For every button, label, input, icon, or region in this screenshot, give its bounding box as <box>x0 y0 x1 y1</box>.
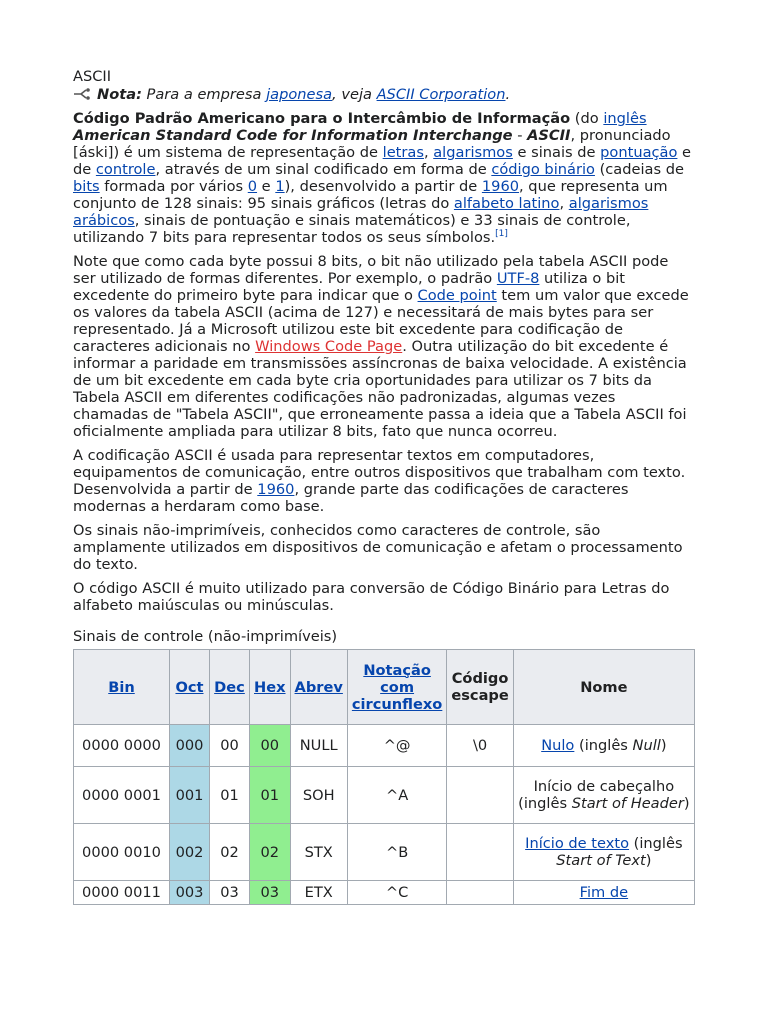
link-alfabeto-latino[interactable]: alfabeto latino <box>453 195 560 212</box>
text: ) <box>645 852 652 869</box>
cell-codigo <box>447 824 513 881</box>
text: (inglês <box>574 737 633 754</box>
link-code-point[interactable]: Code point <box>417 287 497 304</box>
text: Start of Header <box>571 795 684 812</box>
text: e sinais de <box>512 144 601 161</box>
column-header-hex[interactable] <box>250 650 291 725</box>
cell-notacao: ^@ <box>347 725 446 767</box>
cell-oct: 003 <box>170 881 210 905</box>
text: Null <box>632 737 661 754</box>
cell-oct: 001 <box>170 767 210 824</box>
sort-dec-link[interactable]: Dec <box>214 678 245 696</box>
cell-bin: 0000 0010 <box>74 824 170 881</box>
text: , <box>423 144 434 161</box>
disambiguation-icon <box>73 88 93 100</box>
sort-abrev-link[interactable]: Abrev <box>294 678 343 696</box>
table-row <box>74 824 695 881</box>
text: Start of Text <box>556 852 646 869</box>
cell-nome <box>513 881 694 905</box>
note-text: Para a empresa <box>141 86 267 103</box>
text: , que representa um conjunto de 128 sinais: 95 sinais gráficos (letras do <box>73 178 668 212</box>
text: e de <box>73 144 692 178</box>
cell-hex: 02 <box>250 824 291 881</box>
column-header-bin[interactable] <box>74 650 170 725</box>
text: , pronunciado [áski]) é um sistema de representação de <box>73 127 671 161</box>
text: - <box>512 127 528 144</box>
column-header-abrev[interactable] <box>290 650 347 725</box>
cell-notacao: ^B <box>347 824 446 881</box>
sort-oct-link[interactable]: Oct <box>175 678 204 696</box>
link-bits[interactable]: bits <box>73 178 100 195</box>
paragraph-control-chars: Os sinais não-imprimíveis, conhecidos como caracteres de controle, são amplamente utilizados em dispositivos de comunicação e afetam o processamento do texto. <box>73 522 683 573</box>
text: , grande parte das codificações de caracteres modernas a herdaram como base. <box>73 481 629 515</box>
link-inicio-de-texto[interactable]: Início de texto <box>525 835 630 852</box>
text: e <box>257 178 276 195</box>
cell-dec: 03 <box>210 881 250 905</box>
cell-abrev: SOH <box>290 767 347 824</box>
link-letras[interactable]: letras <box>382 144 424 161</box>
text: ) <box>683 795 690 812</box>
link-algarismos[interactable]: algarismos <box>433 144 513 161</box>
cell-bin: 0000 0001 <box>74 767 170 824</box>
column-header-dec[interactable] <box>210 650 250 725</box>
column-header-oct[interactable] <box>170 650 210 725</box>
cell-bin: 0000 0011 <box>74 881 170 905</box>
cell-nome <box>513 824 694 881</box>
column-header-codigo: Código escape <box>447 650 513 725</box>
cell-nome <box>513 767 694 824</box>
text: ) <box>660 737 667 754</box>
intro-paragraph <box>73 110 695 246</box>
link-utf8[interactable]: UTF-8 <box>496 270 540 287</box>
cell-dec: 02 <box>210 824 250 881</box>
text: (inglês <box>629 835 683 852</box>
cell-abrev: STX <box>290 824 347 881</box>
table-row <box>74 881 695 905</box>
table-row <box>74 725 695 767</box>
link-windows-code-page[interactable]: Windows Code Page <box>255 338 403 355</box>
link-algarismos-arabicos[interactable]: algarismos arábicos <box>73 195 649 229</box>
cell-dec: 01 <box>210 767 250 824</box>
text: . Outra utilização do bit excedente é informar a paridade em transmissões assíncronas de baixa velocidade. A existência de um bit excedente em cada byte cria oportunidades para utilizar os 7 bits da Tabela ASCII em diferentes codificações não padronizadas, algumas vezes chamadas de "Tabela ASCII", que erroneamente passa a ideia que a Tabela ASCII foi oficialmente ampliada para utilizar 8 bits, fato que nunca ocorreu. <box>73 338 687 440</box>
cell-abrev: NULL <box>290 725 347 767</box>
cell-dec: 00 <box>210 725 250 767</box>
cell-codigo <box>447 767 513 824</box>
page-title: ASCII <box>73 68 112 85</box>
sort-notacao-link[interactable]: Notação com circunflexo <box>351 661 443 713</box>
paragraph-usage <box>73 447 695 515</box>
text: (cadeias de <box>594 161 684 178</box>
text: (do <box>570 110 604 127</box>
table-caption: Sinais de controle (não-imprimíveis) <box>73 628 338 645</box>
sort-bin-link[interactable]: Bin <box>108 678 135 696</box>
link-one[interactable]: 1 <box>275 178 285 195</box>
note-text: . <box>505 86 511 103</box>
reference-1[interactable]: [1] <box>495 229 508 240</box>
text: , <box>559 195 569 212</box>
cell-oct: 000 <box>170 725 210 767</box>
link-ingles[interactable]: inglês <box>603 110 647 127</box>
cell-notacao: ^A <box>347 767 446 824</box>
cell-abrev: ETX <box>290 881 347 905</box>
cell-nome <box>513 725 694 767</box>
link-ascii-corporation[interactable]: ASCII Corporation <box>376 86 506 103</box>
text: Note que como cada byte possui 8 bits, o bit não utilizado pela tabela ASCII pode ser utilizado de formas diferentes. Por exemplo, o padrão <box>73 253 669 287</box>
hatnote <box>73 86 695 104</box>
cell-hex: 00 <box>250 725 291 767</box>
text: A codificação ASCII é usada para representar textos em computadores, equipamentos de comunicação, entre outros dispositivos que trabalham com texto. Desenvolvida a partir de <box>73 447 686 498</box>
article <box>73 68 695 905</box>
table-header-row <box>74 650 695 725</box>
link-zero[interactable]: 0 <box>247 178 258 195</box>
cell-codigo: \0 <box>447 725 513 767</box>
link-codigo-binario[interactable]: código binário <box>491 161 595 178</box>
link-fim-de-texto[interactable]: Fim de <box>579 884 629 901</box>
column-header-nome: Nome <box>513 650 694 725</box>
paragraph-byte-bits <box>73 253 695 440</box>
sort-hex-link[interactable]: Hex <box>254 678 286 696</box>
link-nulo[interactable]: Nulo <box>541 737 575 754</box>
note-label: Nota: <box>97 86 142 103</box>
text: formada por vários <box>99 178 248 195</box>
control-chars-table <box>73 649 695 905</box>
column-header-notacao[interactable] <box>347 650 446 725</box>
cell-hex: 01 <box>250 767 291 824</box>
note-text: , veja <box>332 86 377 103</box>
cell-codigo <box>447 881 513 905</box>
text: utiliza o bit excedente do primeiro byte para indicar que o <box>73 270 626 304</box>
text: tem um valor que excede os valores da tabela ASCII (acima de 127) e necessitará de mais bytes para ser representado. Já a Microsoft utilizou este bit excedente para codificação de caracteres adicionais no <box>73 287 689 355</box>
text: ), desenvolvido a partir de <box>284 178 482 195</box>
text: Início de cabeçalho (inglês <box>518 778 675 812</box>
cell-hex: 03 <box>250 881 291 905</box>
intro-acronym: ASCII <box>527 127 571 144</box>
intro-bold-term: Código Padrão Americano para o Intercâmbio de Informação <box>73 110 571 127</box>
link-1960[interactable]: 1960 <box>481 178 520 195</box>
link-japonesa[interactable]: japonesa <box>266 86 333 103</box>
link-controle[interactable]: controle <box>95 161 156 178</box>
link-1960-2[interactable]: 1960 <box>257 481 295 498</box>
cell-notacao: ^C <box>347 881 446 905</box>
table-row <box>74 767 695 824</box>
paragraph-conversion: O código ASCII é muito utilizado para conversão de Código Binário para Letras do alfabeto maiúsculas ou minúsculas. <box>73 580 670 614</box>
text: , sinais de pontuação e sinais matemáticos) e 33 sinais de controle, utilizando 7 bits para representar todos os seus símbolos. <box>73 212 631 246</box>
cell-bin: 0000 0000 <box>74 725 170 767</box>
link-pontuacao[interactable]: pontuação <box>600 144 678 161</box>
text: , através de um sinal codificado em forma de <box>155 161 492 178</box>
intro-english-name: American Standard Code for Information Interchange <box>73 127 513 144</box>
cell-oct: 002 <box>170 824 210 881</box>
